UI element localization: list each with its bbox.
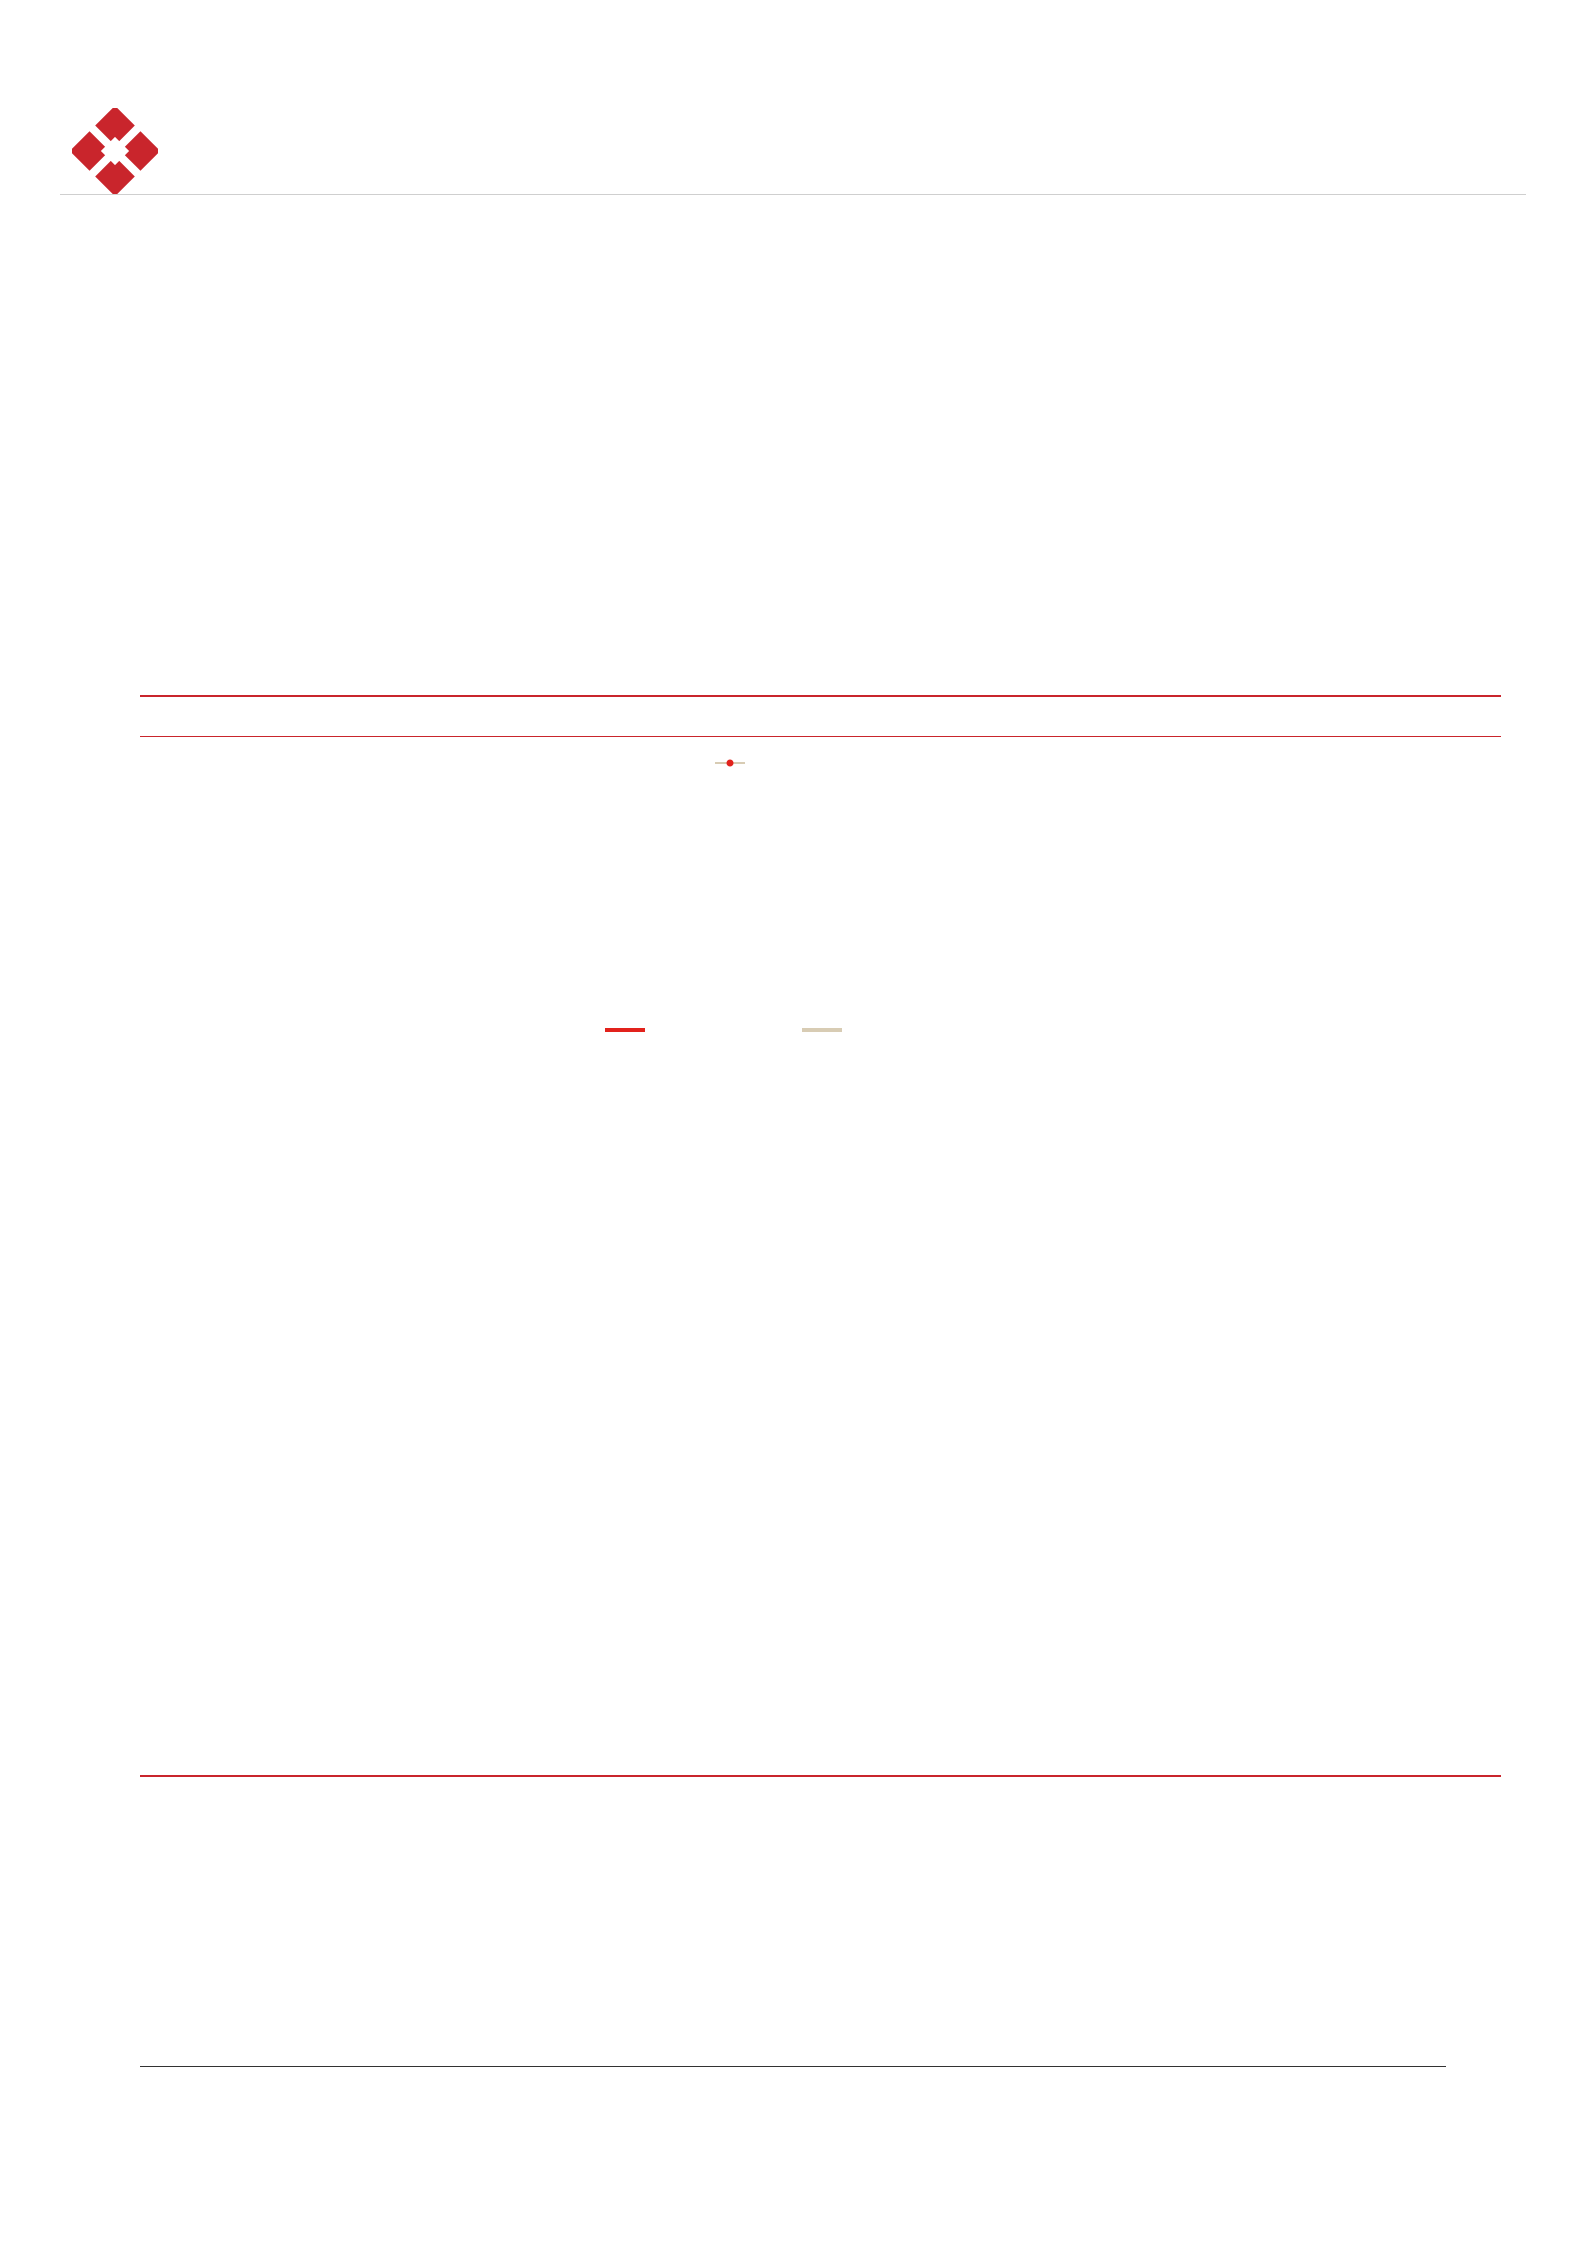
top-legend-marker	[727, 760, 734, 767]
top-legend	[715, 760, 745, 767]
tin-price-history-chart	[140, 738, 1501, 1738]
header-divider	[60, 194, 1526, 195]
orient-securities-logo-icon	[72, 108, 158, 194]
figure-top-rule	[140, 695, 1501, 697]
figure-bottom-rule	[140, 1775, 1501, 1777]
footer-divider	[140, 2066, 1446, 2067]
figure-title-rule	[140, 736, 1501, 737]
